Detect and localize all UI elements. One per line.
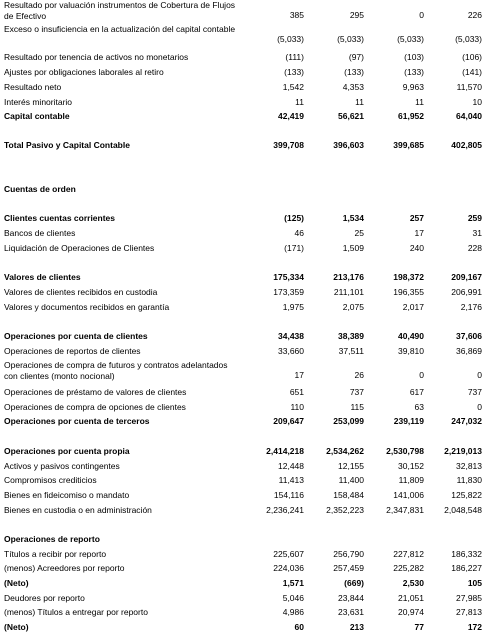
row-value-col2: 737 — [349, 387, 364, 397]
row-value-col3: (5,033) — [397, 34, 424, 44]
row-value-col4: 2,219,013 — [444, 446, 482, 456]
row-value-col4: 737 — [467, 387, 482, 397]
row-label: Cuentas de orden — [4, 184, 76, 194]
row-value-col4: 27,813 — [456, 607, 482, 617]
row-value-col2: 2,534,262 — [326, 446, 364, 456]
row-value-col2: 211,101 — [333, 287, 364, 297]
table-row — [0, 534, 482, 545]
row-value-col1: 173,359 — [273, 287, 304, 297]
row-value-col1: 224,036 — [273, 563, 304, 573]
table-row — [0, 272, 482, 283]
row-value-col3: 21,051 — [398, 593, 424, 603]
row-label: Operaciones de compra de opciones de clientes — [4, 402, 186, 412]
row-label: Valores y documentos recibidos en garantía — [4, 302, 170, 312]
row-value-col1: 399,708 — [273, 140, 304, 150]
row-value-col4: 186,227 — [451, 563, 482, 573]
row-value-col2: 23,844 — [338, 593, 364, 603]
row-label: Operaciones de reportos de clientes — [4, 346, 141, 356]
row-value-col1: 5,046 — [282, 593, 304, 603]
row-value-col2: 256,790 — [333, 549, 364, 559]
row-value-col3: 61,952 — [398, 111, 424, 121]
table-row — [0, 213, 482, 224]
row-value-col4: 402,805 — [451, 140, 482, 150]
row-value-col2: 1,509 — [342, 243, 364, 253]
row-value-col4: (106) — [462, 52, 482, 62]
row-value-col4: 32,813 — [456, 461, 482, 471]
row-value-col1: 42,419 — [278, 111, 304, 121]
table-row — [0, 331, 482, 342]
row-value-col3: 239,119 — [393, 416, 424, 426]
row-value-col2: 4,353 — [342, 82, 364, 92]
row-label: Liquidación de Operaciones de Clientes — [4, 243, 155, 253]
row-value-col3: 2,017 — [402, 302, 424, 312]
table-row — [0, 563, 482, 574]
row-value-col2: 11 — [355, 97, 364, 107]
row-label: Deudores por reporto — [4, 593, 85, 603]
row-value-col2: 257,459 — [333, 563, 364, 573]
row-value-col2: 396,603 — [333, 140, 364, 150]
row-value-col1: (111) — [285, 52, 304, 62]
row-value-col2: 213 — [349, 622, 364, 632]
row-value-col1: 385 — [289, 10, 304, 20]
row-value-col1: (171) — [284, 243, 304, 253]
row-value-col3: 40,490 — [398, 331, 424, 341]
row-label: Total Pasivo y Capital Contable — [4, 140, 130, 150]
row-value-col4: 11,570 — [456, 82, 482, 92]
row-value-col3: 2,347,831 — [386, 505, 424, 515]
row-value-col4: 105 — [467, 578, 482, 588]
row-value-col4: (141) — [462, 67, 482, 77]
table-row — [0, 111, 482, 122]
row-value-col3: (103) — [404, 52, 424, 62]
row-value-col3: 196,355 — [393, 287, 424, 297]
row-value-col3: 257 — [409, 213, 424, 223]
row-value-col1: 11 — [295, 97, 304, 107]
row-label: Resultado neto — [4, 82, 62, 92]
table-row — [0, 475, 482, 486]
row-value-col4: 31 — [472, 228, 482, 238]
table-row — [0, 593, 482, 604]
row-label: Interés minoritario — [4, 97, 73, 107]
row-value-col2: 25 — [354, 228, 364, 238]
row-value-col1: 33,660 — [278, 346, 304, 356]
row-label: Ajustes por obligaciones laborales al retiro — [4, 67, 164, 77]
row-value-col1: 11,413 — [278, 475, 304, 485]
row-value-col4: (5,033) — [455, 34, 482, 44]
row-value-col2: (669) — [344, 578, 364, 588]
row-value-col3: 39,810 — [398, 346, 424, 356]
row-value-col1: 34,438 — [278, 331, 304, 341]
table-row — [0, 0, 482, 21]
table-row — [0, 52, 482, 63]
row-value-col3: 399,685 — [393, 140, 424, 150]
row-value-col3: 2,530 — [402, 578, 424, 588]
row-value-col3: 617 — [409, 387, 424, 397]
row-value-col4: 228 — [467, 243, 482, 253]
row-value-col1: 225,607 — [273, 549, 304, 559]
row-label: Títulos a recibir por reporto — [4, 549, 107, 559]
row-value-col2: 26 — [354, 370, 364, 380]
row-value-col3: 225,282 — [393, 563, 424, 573]
row-value-col2: 115 — [350, 402, 364, 412]
row-value-col2: (5,033) — [337, 34, 364, 44]
row-value-col2: 2,075 — [342, 302, 364, 312]
table-row — [0, 461, 482, 472]
row-value-col3: 198,372 — [393, 272, 424, 282]
row-value-col3: 9,963 — [402, 82, 424, 92]
row-value-col2: 158,484 — [333, 490, 364, 500]
table-row — [0, 416, 482, 427]
row-value-col1: 2,236,241 — [266, 505, 304, 515]
row-value-col4: 2,048,548 — [444, 505, 482, 515]
row-value-col4: 64,040 — [456, 111, 482, 121]
row-value-col4: 259 — [467, 213, 482, 223]
row-value-col3: 2,530,798 — [386, 446, 424, 456]
row-value-col1: 17 — [294, 370, 304, 380]
row-value-col2: 253,099 — [333, 416, 364, 426]
table-row — [0, 346, 482, 357]
row-value-col1: 154,116 — [273, 490, 304, 500]
row-value-col1: 2,414,218 — [266, 446, 304, 456]
row-value-col1: (5,033) — [277, 34, 304, 44]
row-value-col1: 12,448 — [278, 461, 304, 471]
row-value-col3: 63 — [414, 402, 424, 412]
row-value-col2: (97) — [348, 52, 364, 62]
row-value-col1: 60 — [294, 622, 304, 632]
table-row — [0, 402, 482, 413]
row-value-col4: 0 — [477, 402, 482, 412]
row-value-col3: 77 — [414, 622, 424, 632]
row-value-col4: 2,176 — [460, 302, 482, 312]
row-value-col3: 0 — [419, 370, 424, 380]
table-row — [0, 184, 482, 195]
table-row — [0, 505, 482, 516]
table-row — [0, 490, 482, 501]
row-label: Bancos de clientes — [4, 228, 76, 238]
table-row — [0, 360, 482, 381]
row-value-col3: 17 — [414, 228, 424, 238]
row-value-col1: (133) — [284, 67, 304, 77]
row-value-col4: 226 — [467, 10, 482, 20]
row-label: Compromisos crediticios — [4, 475, 97, 485]
row-label: Activos y pasivos contingentes — [4, 461, 120, 471]
row-value-col4: 27,985 — [456, 593, 482, 603]
table-row — [0, 97, 482, 108]
row-value-col4: 186,332 — [451, 549, 482, 559]
row-value-col1: (125) — [284, 213, 304, 223]
row-value-col2: 56,621 — [338, 111, 364, 121]
table-row — [0, 549, 482, 560]
table-row — [0, 243, 482, 254]
row-label: (menos) Títulos a entregar por reporto — [4, 607, 148, 617]
row-value-col3: 11,809 — [398, 475, 424, 485]
row-value-col2: 2,352,223 — [326, 505, 364, 515]
row-value-col4: 0 — [477, 370, 482, 380]
table-row — [0, 287, 482, 298]
row-value-col1: 1,571 — [282, 578, 304, 588]
row-value-col3: 227,812 — [393, 549, 424, 559]
row-label: Valores de clientes — [4, 272, 81, 282]
row-value-col3: 240 — [409, 243, 424, 253]
row-label: Clientes cuentas corrientes — [4, 213, 116, 223]
row-label: (menos) Acreedores por reporto — [4, 563, 125, 573]
row-value-col1: 110 — [290, 402, 304, 412]
row-label: Bienes en custodia o en administración — [4, 505, 152, 515]
row-value-col2: 295 — [349, 10, 364, 20]
row-value-col2: 213,176 — [333, 272, 364, 282]
row-label: (Neto) — [4, 578, 29, 588]
row-label: Valores de clientes recibidos en custodia — [4, 287, 158, 297]
table-row — [0, 82, 482, 93]
row-value-col2: 12,155 — [338, 461, 364, 471]
table-row — [0, 578, 482, 589]
row-value-col2: (133) — [344, 67, 364, 77]
row-label: Exceso o insuficiencia en la actualización del capital contable — [4, 24, 236, 34]
row-value-col2: 11,400 — [338, 475, 364, 485]
row-value-col1: 1,542 — [282, 82, 304, 92]
row-value-col3: 30,152 — [398, 461, 424, 471]
row-value-col1: 209,647 — [273, 416, 304, 426]
row-value-col2: 1,534 — [342, 213, 364, 223]
row-label: Capital contable — [4, 111, 70, 121]
row-value-col3: 141,006 — [393, 490, 424, 500]
table-row — [0, 140, 482, 151]
row-label: (Neto) — [4, 622, 29, 632]
row-value-col4: 206,991 — [451, 287, 482, 297]
row-label: Operaciones de préstamo de valores de clientes — [4, 387, 187, 397]
row-label: Operaciones por cuenta propia — [4, 446, 130, 456]
table-row — [0, 67, 482, 78]
table-row — [0, 607, 482, 618]
table-row — [0, 24, 482, 45]
row-value-col3: (133) — [404, 67, 424, 77]
row-value-col4: 37,606 — [456, 331, 482, 341]
row-label: Resultado por valuación instrumentos de Cobertura de Flujos de Efectivo — [4, 0, 236, 21]
row-label: Operaciones de reporto — [4, 534, 100, 544]
row-value-col4: 11,830 — [456, 475, 482, 485]
table-row — [0, 228, 482, 239]
row-value-col1: 175,334 — [273, 272, 304, 282]
row-value-col1: 651 — [289, 387, 304, 397]
row-value-col4: 125,822 — [451, 490, 482, 500]
row-value-col1: 4,986 — [282, 607, 304, 617]
row-value-col2: 23,631 — [338, 607, 364, 617]
row-value-col2: 37,511 — [338, 346, 364, 356]
table-row — [0, 446, 482, 457]
table-row — [0, 387, 482, 398]
row-label: Resultado por tenencia de activos no monetarios — [4, 52, 189, 62]
row-label: Bienes en fideicomiso o mandato — [4, 490, 130, 500]
row-value-col4: 36,869 — [456, 346, 482, 356]
row-value-col4: 209,167 — [451, 272, 482, 282]
row-label: Operaciones por cuenta de clientes — [4, 331, 148, 341]
row-value-col3: 0 — [419, 10, 424, 20]
row-label: Operaciones de compra de futuros y contratos adelantados con clientes (monto nocional) — [4, 360, 228, 381]
row-value-col3: 11 — [415, 97, 424, 107]
row-label: Operaciones por cuenta de terceros — [4, 416, 150, 426]
row-value-col2: 38,389 — [338, 331, 364, 341]
row-value-col4: 10 — [472, 97, 482, 107]
row-value-col4: 247,032 — [451, 416, 482, 426]
table-row — [0, 622, 482, 633]
table-row — [0, 302, 482, 313]
row-value-col3: 20,974 — [398, 607, 424, 617]
row-value-col4: 172 — [467, 622, 482, 632]
row-value-col1: 1,975 — [282, 302, 304, 312]
row-value-col1: 46 — [294, 228, 304, 238]
